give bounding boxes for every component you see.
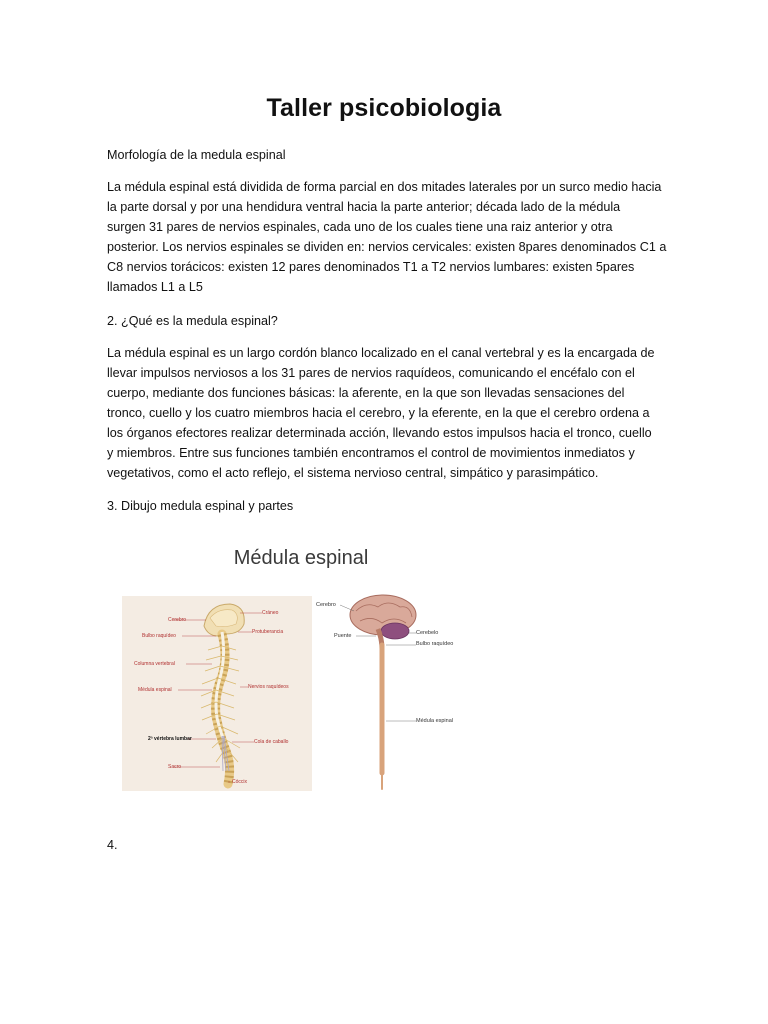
brain-icon	[316, 593, 484, 798]
text-line: La médula espinal está dividida de forma parcial en dos mitades laterales por un surco medio hacia	[107, 180, 662, 194]
brain-cord-illustration	[316, 593, 484, 798]
spine-diagram-icon	[122, 596, 312, 791]
text-line: los órganos efectores realizar determinada acción, llevando estos impulsos hacia el tronco, cuello	[107, 426, 652, 440]
text-line: vegetativos, como el acto reflejo, el sistema nervioso central, simpático y parasimpático.	[107, 466, 599, 480]
text-line: tronco, cuello y los cuatro miembros hacia el cerebro, y la eferente, en la que el cerebro ordena a	[107, 406, 650, 420]
text-line: posterior. Los nervios espinales se dividen en: nervios cervicales: existen 8pares denominados C1 a	[107, 240, 667, 254]
section2-paragraph	[107, 343, 667, 483]
text-line: C8 nervios torácicos: existen 12 pares denominados T1 a T2 nervios lumbares: existen 5pares	[107, 260, 635, 274]
text-line: surgen 31 pares de nervios espinales, cada uno de los cuales tiene una raiz anterior y otra	[107, 220, 613, 234]
text-line: llamados L1 a L5	[107, 280, 203, 294]
label-columna: Columna vertebral	[134, 661, 175, 667]
label-cola: Cola de caballo	[254, 739, 289, 745]
section4-heading: 4.	[107, 838, 118, 852]
text-line: y miembros. Entre sus funciones también encontramos el control de movimientos inmediatos y	[107, 446, 635, 460]
text-line: cuerpo, mediante dos funciones básicas: la aferente, en la que son llevadas sensaciones del	[107, 386, 625, 400]
text-line: llevar impulsos nerviosos a los 31 pares de nervios raquídeos, comunicando el encéfalo con el	[107, 366, 635, 380]
label-cerebro-right: Cerebro	[316, 602, 336, 608]
label-craneo: Cráneo	[262, 610, 279, 616]
label-protuberancia: Protuberancia	[252, 629, 284, 635]
label-cerebelo: Cerebelo	[416, 630, 439, 636]
document-title: Taller psicobiologia	[266, 94, 502, 122]
label-vertebra: 2ª vértebra lumbar	[148, 736, 192, 742]
label-sacro: Sacro	[168, 764, 182, 770]
label-medula: Médula espinal	[138, 687, 172, 693]
figure-title: Médula espinal	[233, 547, 369, 569]
section3-heading: 3. Dibujo medula espinal y partes	[107, 499, 294, 513]
text-line: la parte dorsal y por una hendidura ventral hacia la parte anterior; década lado de la médula	[107, 200, 621, 214]
label-nervios: Nervios raquídeos	[248, 684, 289, 690]
section1-paragraph	[107, 177, 667, 297]
label-cerebro: Cerebro	[168, 617, 187, 623]
spinal-cord-figure	[118, 533, 484, 803]
label-coccix: Cóccix	[232, 779, 248, 785]
label-bulbo: Bulbo raquídeo	[142, 633, 176, 639]
label-bulbo-right: Bulbo raquídeo	[416, 641, 454, 647]
section2-heading: 2. ¿Qué es la medula espinal?	[107, 314, 278, 328]
skeleton-illustration	[122, 596, 312, 791]
label-puente: Puente	[334, 633, 352, 639]
label-medula-right: Médula espinal	[416, 718, 453, 724]
text-line: La médula espinal es un largo cordón blanco localizado en el canal vertebral y es la encargada de	[107, 346, 655, 360]
section1-heading: Morfología de la medula espinal	[107, 148, 286, 162]
